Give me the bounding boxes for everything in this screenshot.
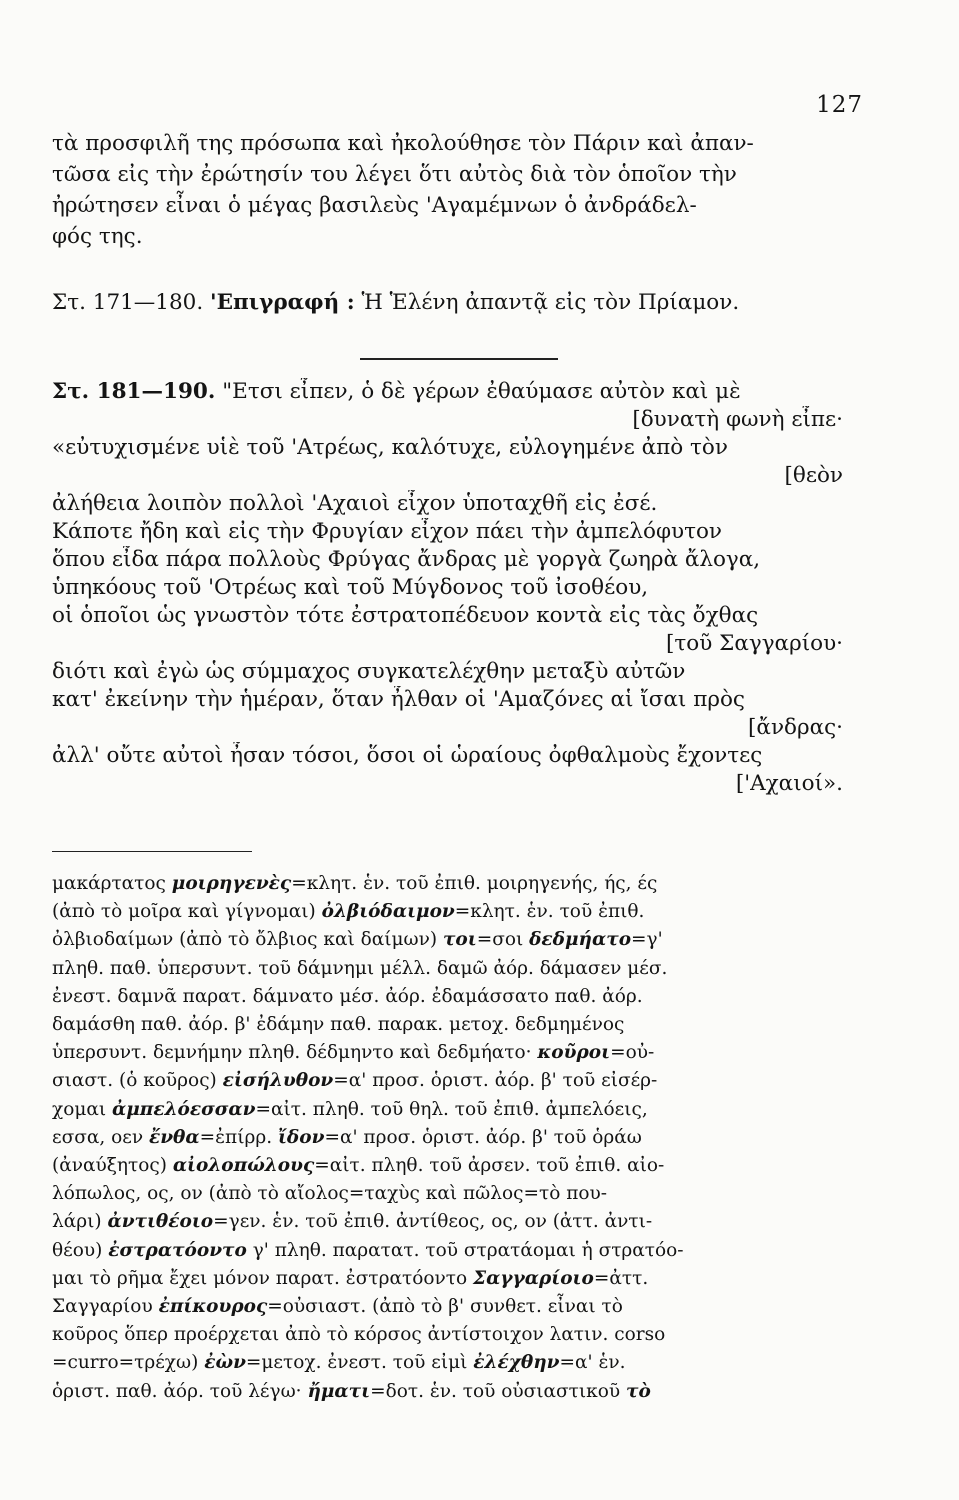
- verse-line: οἱ ὁποῖοι ὡς γνωστὸν τότε ἐστρατοπέδευον κοντὰ εἰς τὰς ὄχθας: [52, 603, 759, 628]
- note-line: (ἀναύξητος) αἰολοπώλους=αἰτ. πληθ. τοῦ ἀρσεν. τοῦ ἐπιθ. αἰο-: [52, 1155, 665, 1177]
- note-line: πληθ. παθ. ὑπερσυντ. τοῦ δάμνημι μέλλ. δαμῶ ἀόρ. δάμασεν μέσ.: [52, 957, 668, 979]
- page-number: 127: [816, 92, 863, 118]
- note-line: δαμάσθη παθ. ἀόρ. β' ἐδάμην παθ. παρακ. μετοχ. δεδμημένος: [52, 1014, 625, 1036]
- verse-reference: Στ. 181—190.: [52, 379, 216, 404]
- epigraph-text: Ἡ Ἑλένη ἀπαντᾷ εἰς τὸν Πρίαμον.: [361, 290, 740, 315]
- verse-line: κατ' ἐκείνην τὴν ἡμέραν, ὅταν ἦλθαν οἱ 'Αμαζόνες αἱ ἴσαι πρὸς: [52, 687, 745, 712]
- intro-line: ἠρώτησεν εἶναι ὁ μέγας βασιλεὺς 'Αγαμέμνων ὁ ἀνδράδελ-: [52, 193, 697, 218]
- footnote-divider: [52, 851, 252, 852]
- lemma-term: κοῦροι: [537, 1042, 611, 1064]
- verse-line: Κάποτε ἤδη καὶ εἰς τὴν Φρυγίαν εἶχον πάει τὴν ἀμπελόφυτον: [52, 519, 722, 544]
- note-line: εσσα, οεν ἔνθα=ἐπίρρ. ἴδον=α' προσ. ὁριστ. ἀόρ. β' τοῦ ὁράω: [52, 1126, 642, 1148]
- verse-continuation: [δυνατὴ φωνὴ εἶπε·: [632, 407, 843, 432]
- verse-line: διότι καὶ ἐγὼ ὡς σύμμαχος συγκατελέχθην μεταξὺ αὐτῶν: [52, 659, 686, 684]
- verse-reference: Στ. 171—180.: [52, 290, 204, 315]
- lemma-term: ἐλέχθην: [473, 1352, 560, 1374]
- lemma-term: τὸ: [626, 1380, 651, 1402]
- note-line: λόπωλος, ος, ον (ἀπὸ τὸ αἴολος=ταχὺς καὶ πῶλος=τὸ που-: [52, 1183, 607, 1205]
- verse-line: ἀλήθεια λοιπὸν πολλοὶ 'Αχαιοὶ εἶχον ὑποταχθῆ εἰς ἐσέ.: [52, 491, 658, 516]
- verse-text: "Ετσι εἶπεν, ὁ δὲ γέρων ἐθαύμασε αὐτὸν καὶ μὲ: [222, 379, 741, 404]
- lemma-term: ἤματι: [307, 1380, 371, 1402]
- verse-continuation: [ἄνδρας·: [748, 715, 843, 740]
- verse-translation: [52, 378, 863, 798]
- lemma-term: ἀμπελόεσσαν: [112, 1098, 256, 1120]
- lemma-term: ἐὼν: [204, 1352, 246, 1374]
- lemma-term: ὀλβιόδαιμον: [321, 901, 455, 923]
- note-line: (ἀπὸ τὸ μοῖρα καὶ γίγνομαι) ὀλβιόδαιμον=κλητ. ἑν. τοῦ ἐπιθ.: [52, 901, 645, 923]
- note-line: ἐνεστ. δαμνᾶ παρατ. δάμνατο μέσ. ἀόρ. ἐδαμάσσατο παθ. ἀόρ.: [52, 985, 643, 1007]
- section-heading-171: [52, 290, 863, 315]
- lemma-term: μοιρηγενὲς: [171, 873, 292, 894]
- note-line: θέου) ἐστρατόοντο γ' πληθ. παρατατ. τοῦ στρατάομαι ἡ στρατόο-: [52, 1239, 684, 1261]
- note-line: λάρι) ἀντιθέοιο=γεν. ἑν. τοῦ ἐπιθ. ἀντίθεος, ος, ον (ἀττ. ἀντι-: [52, 1211, 653, 1233]
- epigraph-label: 'Επιγραφή :: [210, 290, 355, 315]
- intro-paragraph: [52, 128, 863, 252]
- lemma-term: ἔνθα: [148, 1126, 200, 1148]
- intro-line: τὰ προσφιλῆ της πρόσωπα καὶ ἠκολούθησε τὸν Πάριν καὶ ἀπαν-: [52, 131, 754, 156]
- verse-continuation: [τοῦ Σαγγαρίου·: [666, 631, 843, 656]
- lemma-term: Σαγγαρίοιο: [472, 1267, 594, 1289]
- lemma-term: ἴδον: [277, 1126, 325, 1148]
- note-line: =curro=τρέχω) ἐὼν=μετοχ. ἐνεστ. τοῦ εἰμὶ ἐλέχθην=α' ἑν.: [52, 1352, 626, 1374]
- lemma-term: εἰσήλυθον: [222, 1070, 334, 1092]
- verse-line: ἀλλ' οὔτε αὐτοὶ ἦσαν τόσοι, ὅσοι οἱ ὡραίους ὀφθαλμοὺς ἔχοντες: [52, 743, 763, 768]
- note-line: χομαι ἀμπελόεσσαν=αἰτ. πληθ. τοῦ θηλ. τοῦ ἐπιθ. ἀμπελόεις,: [52, 1098, 648, 1120]
- lemma-term: δεδμήατο: [529, 929, 632, 951]
- note-line: Σαγγαρίου ἐπίκουρος=οὐσιαστ. (ἀπὸ τὸ β' συνθετ. εἶναι τὸ: [52, 1296, 623, 1318]
- note-line: σιαστ. (ὁ κοῦρος) εἰσήλυθον=α' προσ. ὁριστ. ἀόρ. β' τοῦ εἰσέρ-: [52, 1070, 658, 1092]
- note-line: κοῦρος ὅπερ προέρχεται ἀπὸ τὸ κόρσος ἀντίστοιχον λατιν. corso: [52, 1324, 666, 1346]
- intro-line: φός της.: [52, 224, 143, 249]
- note-line: ὁριστ. παθ. ἀόρ. τοῦ λέγω· ἤματι=δοτ. ἑν. τοῦ οὐσιαστικοῦ τὸ: [52, 1380, 651, 1402]
- verse-line: [52, 378, 863, 406]
- note-line: μαι τὸ ρῆμα ἔχει μόνον παρατ. ἐστρατόοντο Σαγγαρίοιο=ἀττ.: [52, 1267, 649, 1289]
- lemma-term: αἰολοπώλους: [172, 1155, 315, 1177]
- note-line: ὀλβιοδαίμων (ἀπὸ τὸ ὄλβιος καὶ δαίμων) τοι=σοι δεδμήατο=γ': [52, 929, 663, 951]
- note-line: μακάρτατος μοιρηγενὲς=κλητ. ἑν. τοῦ ἐπιθ. μοιρηγενής, ής, ές: [52, 873, 658, 894]
- lemma-term: ἐστρατόοντο: [108, 1239, 247, 1261]
- verse-line: ὑπηκόους τοῦ 'Οτρέως καὶ τοῦ Μύγδονος τοῦ ἰσοθέου,: [52, 575, 649, 600]
- verse-line: «εὐτυχισμένε υἱὲ τοῦ 'Ατρέως, καλότυχε, εὐλογημένε ἀπὸ τὸν: [52, 435, 728, 460]
- lemma-term: ἐπίκουρος: [158, 1296, 268, 1318]
- note-line: ὑπερσυντ. δεμνήμην πληθ. δέδμηντο καὶ δεδμήατο· κοῦροι=οὐ-: [52, 1042, 655, 1064]
- verse-continuation: ['Αχαιοί».: [735, 771, 843, 796]
- verse-continuation: [θεὸν: [784, 463, 843, 488]
- lemma-term: ἀντιθέοιο: [107, 1211, 214, 1233]
- intro-line: τῶσα εἰς τὴν ἐρώτησίν του λέγει ὅτι αὐτὸς διὰ τὸν ὁποῖον τὴν: [52, 162, 737, 187]
- verse-line: ὅπου εἶδα πάρα πολλοὺς Φρύγας ἄνδρας μὲ γοργὰ ζωηρὰ ἄλογα,: [52, 547, 761, 572]
- lemma-term: τοι: [442, 929, 477, 951]
- vocabulary-notes: [52, 870, 863, 1406]
- section-divider: [360, 358, 558, 360]
